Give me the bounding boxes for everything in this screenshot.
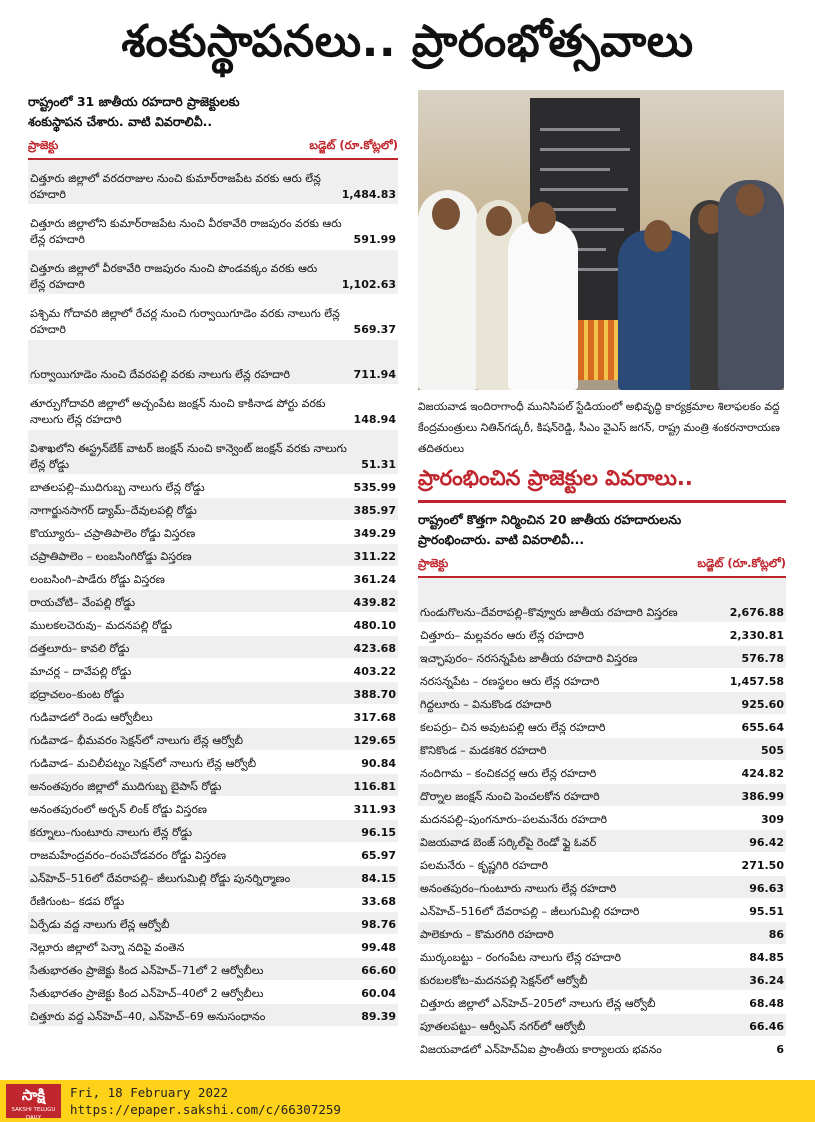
budget-value: 311.22 bbox=[353, 550, 396, 563]
budget-value: 98.76 bbox=[361, 918, 396, 931]
project-name: ఎన్‌హెచ్–516లో దేవరాపల్లి – జీలుగుమిల్లి రహదారి bbox=[420, 905, 640, 918]
project-name: నరసన్నపేట – రణస్థలం ఆరు లేన్ల రహదారి bbox=[420, 675, 600, 688]
budget-value: 116.81 bbox=[353, 780, 396, 793]
table-row bbox=[28, 705, 398, 728]
project-name: రేణిగుంట– కడప రోడ్డు bbox=[30, 895, 125, 908]
budget-value: 361.24 bbox=[353, 573, 396, 586]
left-table-header bbox=[28, 136, 398, 160]
table-row bbox=[418, 761, 786, 784]
project-name: ముర్కంబట్టు – రంగంపేట నాలుగు లేన్ల రహదారి bbox=[420, 951, 622, 964]
budget-value: 655.64 bbox=[741, 721, 784, 734]
budget-value: 711.94 bbox=[353, 368, 396, 381]
budget-value: 271.50 bbox=[741, 859, 784, 872]
budget-value: 33.68 bbox=[361, 895, 396, 908]
budget-value: 1,457.58 bbox=[729, 675, 784, 688]
budget-value: 96.42 bbox=[749, 836, 784, 849]
project-name: గుడివాడ– భీమవరం సెక్షన్‌లో నాలుగు లేన్ల ఆర్వోబీ bbox=[30, 734, 243, 747]
project-name: ఇచ్ఛాపురం– నరసన్నపేట జాతీయ రహదారి విస్తరణ bbox=[420, 652, 638, 665]
budget-value: 65.97 bbox=[361, 849, 396, 862]
budget-value: 505 bbox=[761, 744, 784, 757]
table-row bbox=[418, 945, 786, 968]
table-row bbox=[28, 958, 398, 981]
project-name: చిత్తూరు జిల్లాలో వీరకావేరి రాజపురం నుంచి పొండవక్కం వరకు ఆరు లేన్ల రహదారి bbox=[30, 262, 318, 291]
table-row bbox=[28, 295, 398, 340]
project-name: అనంతపురంలో అర్బన్ లింక్ రోడ్డు విస్తరణ bbox=[30, 803, 207, 816]
table-row bbox=[28, 866, 398, 889]
table-row bbox=[28, 205, 398, 250]
budget-value: 99.48 bbox=[361, 941, 396, 954]
project-name: గుడివాడలో రెండు ఆర్వోబీలు bbox=[30, 711, 153, 724]
footer-url[interactable]: https://epaper.sakshi.com/c/66307259 bbox=[70, 1102, 341, 1117]
budget-value: 6 bbox=[776, 1043, 784, 1056]
table-row bbox=[418, 1037, 786, 1060]
budget-value: 84.85 bbox=[749, 951, 784, 964]
budget-value: 96.63 bbox=[749, 882, 784, 895]
table-row bbox=[418, 853, 786, 876]
table-row bbox=[418, 692, 786, 715]
project-name: భద్రాచలం–కుంట రోడ్డు bbox=[30, 688, 125, 701]
table-row bbox=[28, 475, 398, 498]
project-name: ములకలచెరువు– మదనపల్లి రోడ్డు bbox=[30, 619, 173, 632]
project-name: పూతలపట్టు– ఆర్వీఎస్ నగర్‌లో ఆర్వోబీ bbox=[420, 1020, 586, 1033]
project-name: గుడివాడ– మచిలీపట్నం సెక్షన్‌లో నాలుగు లేన్ల ఆర్వోబీ bbox=[30, 757, 257, 770]
project-name: మాచర్ల – దావేపల్లి రోడ్డు bbox=[30, 665, 132, 678]
budget-value: 84.15 bbox=[361, 872, 396, 885]
project-name: చిత్తూరు జిల్లాలో ఎన్‌హెచ్–205లో నాలుగు లేన్ల ఆర్వోబీ bbox=[420, 997, 656, 1010]
project-name: చిత్తూరు వద్ద ఎన్‌హెచ్–40, ఎన్‌హెచ్–69 అనుసంధానం bbox=[30, 1010, 266, 1023]
table-row bbox=[28, 774, 398, 797]
budget-value: 311.93 bbox=[353, 803, 396, 816]
project-name: కొయ్యూరు– చప్రాతిపాలెం రోడ్డు విస్తరణ bbox=[30, 527, 196, 540]
budget-value: 2,676.88 bbox=[729, 606, 784, 619]
left-column bbox=[28, 92, 398, 1027]
budget-value: 96.15 bbox=[361, 826, 396, 839]
table-row bbox=[418, 1014, 786, 1037]
project-name: దత్తలూరు– కావలి రోడ్డు bbox=[30, 642, 130, 655]
budget-value: 423.68 bbox=[353, 642, 396, 655]
budget-value: 576.78 bbox=[741, 652, 784, 665]
budget-value: 86 bbox=[768, 928, 784, 941]
budget-value: 66.60 bbox=[361, 964, 396, 977]
project-name: చిత్తూరు జిల్లాలోని కుమార్‌రాజపేట నుంచి వీరకావేరి రాజపురం వరకు ఆరు లేన్ల రహదారి bbox=[30, 217, 342, 246]
project-name: విశాఖలోని ఈస్ట్రన్‌బేక్ వాటర్ జంక్షన్ నుంచి కాన్వెంట్ జంక్షన్ వరకు నాలుగు లేన్ల రోడ్డు bbox=[30, 442, 347, 471]
right-column bbox=[418, 510, 786, 1060]
budget-value: 317.68 bbox=[353, 711, 396, 724]
budget-value: 569.37 bbox=[353, 323, 396, 336]
table-row bbox=[418, 899, 786, 922]
project-name: సేతుభారతం ప్రాజెక్టు కింద ఎన్‌హెచ్–40లో 2 ఆర్వోబీలు bbox=[30, 987, 264, 1000]
project-name: కర్నూలు–గుంటూరు నాలుగు లేన్ల రోడ్డు bbox=[30, 826, 193, 839]
project-name: విజయవాడలో ఎన్‌హెచ్ఏఐ ప్రాంతీయ కార్యాలయ భవనం bbox=[420, 1043, 662, 1056]
budget-value: 1,102.63 bbox=[341, 278, 396, 291]
project-name: లంబసింగి–పాడేరు రోడ్డు విస్తరణ bbox=[30, 573, 165, 586]
table-row bbox=[28, 521, 398, 544]
right-intro-line1: రాష్ట్రంలో కొత్తగా నిర్మించిన 20 జాతీయ రహదారులను bbox=[418, 512, 682, 527]
budget-value: 480.10 bbox=[353, 619, 396, 632]
project-name: నెల్లూరు జిల్లాలో పెన్నా నదిపై వంతెన bbox=[30, 941, 185, 954]
table-row bbox=[418, 784, 786, 807]
project-name: చప్రాతిపాలెం – లంబసింగిరోడ్డు విస్తరణ bbox=[30, 550, 192, 563]
table-row bbox=[418, 876, 786, 899]
footer-bar bbox=[0, 1080, 815, 1122]
budget-value: 388.70 bbox=[353, 688, 396, 701]
table-row bbox=[28, 567, 398, 590]
table-row bbox=[418, 807, 786, 830]
project-name: గుండుగొలను–దేవరాపల్లి–కొవ్వూరు జాతీయ రహదారి విస్తరణ bbox=[420, 606, 678, 619]
table-row bbox=[28, 250, 398, 295]
table-row bbox=[418, 623, 786, 646]
table-row bbox=[418, 669, 786, 692]
table-row bbox=[28, 820, 398, 843]
table-row bbox=[28, 613, 398, 636]
right-intro bbox=[418, 510, 786, 550]
table-row bbox=[28, 751, 398, 774]
table-row bbox=[28, 682, 398, 705]
table-row bbox=[28, 430, 398, 475]
budget-value: 403.22 bbox=[353, 665, 396, 678]
project-name: నందిగామ – కంచికచర్ల ఆరు లేన్ల రహదారి bbox=[420, 767, 597, 780]
project-name: చిత్తూరు– మల్లవరం ఆరు లేన్ల రహదారి bbox=[420, 629, 584, 642]
project-name: తూర్పుగోదావరి జిల్లాలో అచ్చంపేట జంక్షన్ నుంచి కాకినాడ పోర్టు వరకు నాలుగు లేన్ల రహదారి bbox=[30, 397, 326, 426]
project-name: రాజమహేంద్రవరం–రంపచోడవరం రోడ్డు విస్తరణ bbox=[30, 849, 227, 862]
table-row bbox=[28, 659, 398, 682]
project-name: విజయవాడ బెంజ్ సర్కిల్‌పై రెండో ఫ్లై ఓవర్ bbox=[420, 836, 597, 849]
table-row bbox=[28, 728, 398, 751]
left-intro-line1: రాష్ట్రంలో 31 జాతీయ రహదారి ప్రాజెక్టులకు bbox=[28, 94, 240, 109]
headline: శంకుస్థాపనలు.. ప్రారంభోత్సవాలు bbox=[121, 16, 694, 67]
left-intro bbox=[28, 92, 398, 132]
right-table-header bbox=[418, 554, 786, 578]
table-row bbox=[418, 922, 786, 945]
table-row bbox=[28, 636, 398, 659]
table-row bbox=[28, 340, 398, 385]
left-col-budget: బడ్జెట్ (రూ.కోట్లలో) bbox=[309, 138, 398, 152]
budget-value: 925.60 bbox=[741, 698, 784, 711]
right-col-budget: బడ్జెట్ (రూ.కోట్లలో) bbox=[697, 556, 786, 570]
table-row bbox=[28, 385, 398, 430]
budget-value: 66.46 bbox=[749, 1020, 784, 1033]
table-row bbox=[28, 1004, 398, 1027]
table-row bbox=[28, 544, 398, 567]
project-name: గిద్దలూరు – వినుకొండ రహదారి bbox=[420, 698, 552, 711]
table-row bbox=[418, 991, 786, 1014]
table-row bbox=[418, 830, 786, 853]
table-row bbox=[418, 715, 786, 738]
table-row bbox=[28, 843, 398, 866]
budget-value: 439.82 bbox=[353, 596, 396, 609]
project-name: నాగార్జునసాగర్ డ్యామ్–దేవులపల్లి రోడ్డు bbox=[30, 504, 197, 517]
budget-value: 535.99 bbox=[353, 481, 396, 494]
table-row bbox=[28, 498, 398, 521]
budget-value: 591.99 bbox=[353, 233, 396, 246]
budget-value: 386.99 bbox=[741, 790, 784, 803]
footer-date: Fri, 18 February 2022 bbox=[70, 1085, 229, 1100]
project-name: ఎన్‌హెచ్–516లో దేవరాపల్లి– జీలుగుమిల్లి రోడ్డు పునర్నిర్మాణం bbox=[30, 872, 291, 885]
logo-subtext: SAKSHI TELUGU DAILY bbox=[11, 1107, 56, 1121]
project-name: ఏర్పేడు వద్ద నాలుగు లేన్ల ఆర్వోబీ bbox=[30, 918, 170, 931]
table-row bbox=[28, 912, 398, 935]
left-intro-line2: శంకుస్థాపన చేశారు. వాటి వివరాలివీ.. bbox=[28, 114, 213, 129]
project-name: పలమనేరు – కృష్ణగిరి రహదారి bbox=[420, 859, 549, 872]
project-name: కొనికొండ – మడకశిర రహదారి bbox=[420, 744, 547, 757]
right-table bbox=[418, 578, 786, 1060]
sakshi-logo bbox=[6, 1084, 61, 1121]
table-row bbox=[28, 797, 398, 820]
budget-value: 385.97 bbox=[353, 504, 396, 517]
right-intro-line2: ప్రారంభించారు. వాటి వివరాలివీ... bbox=[418, 532, 585, 547]
budget-value: 95.51 bbox=[749, 905, 784, 918]
right-section-title: ప్రారంభించిన ప్రాజెక్టుల వివరాలు.. bbox=[418, 466, 786, 503]
project-name: పశ్చిమ గోదావరి జిల్లాలో రేచర్ల నుంచి గుర్వాయిగూడెం వరకు నాలుగు లేన్ల రహదారి bbox=[30, 307, 340, 336]
budget-value: 424.82 bbox=[741, 767, 784, 780]
budget-value: 51.31 bbox=[361, 458, 396, 471]
photo-caption: విజయవాడ ఇందిరాగాంధీ మునిసిపల్ స్టేడియంలో అభివృద్ధి కార్యక్రమాల శిలాఫలకం వద్ద కేంద్రమంత్రులు నితిన్‌గడ్కరీ, కిషన్‌రెడ్డి, సీఎం వైఎస్ జగన్, రాష్ట్ర మంత్రి శంకరనారాయణ తదితరులు bbox=[418, 400, 780, 455]
left-table bbox=[28, 160, 398, 1027]
budget-value: 129.65 bbox=[353, 734, 396, 747]
event-photo bbox=[418, 90, 784, 390]
budget-value: 36.24 bbox=[749, 974, 784, 987]
project-name: కలపర్రు– చిన అవుటపల్లి ఆరు లేన్ల రహదారి bbox=[420, 721, 606, 734]
project-name: అనంతపురం–గుంటూరు నాలుగు లేన్ల రహదారి bbox=[420, 882, 617, 895]
table-row bbox=[418, 646, 786, 669]
budget-value: 1,484.83 bbox=[341, 188, 396, 201]
project-name: దొర్నాల జంక్షన్ నుంచి పెంచలకోన రహదారి bbox=[420, 790, 600, 803]
project-name: రాయచోటి– వేంపల్లి రోడ్డు bbox=[30, 596, 136, 609]
table-row bbox=[28, 889, 398, 912]
left-col-project: ప్రాజెక్టు bbox=[28, 138, 59, 152]
footer-info bbox=[70, 1084, 341, 1118]
project-name: గుర్వాయిగూడెం నుంచి దేవరపల్లి వరకు నాలుగు లేన్ల రహదారి bbox=[30, 368, 291, 381]
project-name: సేతుభారతం ప్రాజెక్టు కింద ఎన్‌హెచ్–71లో 2 ఆర్వోబీలు bbox=[30, 964, 264, 977]
project-name: అనంతపురం జిల్లాలో ముదిగుబ్బ బైపాస్ రోడ్డు bbox=[30, 780, 222, 793]
project-name: బాతలపల్లి–ముదిగుబ్బ నాలుగు లేన్ల రోడ్డు bbox=[30, 481, 205, 494]
table-row bbox=[418, 968, 786, 991]
right-col-project: ప్రాజెక్టు bbox=[418, 556, 449, 570]
table-row bbox=[28, 590, 398, 613]
budget-value: 89.39 bbox=[361, 1010, 396, 1023]
budget-value: 349.29 bbox=[353, 527, 396, 540]
budget-value: 2,330.81 bbox=[729, 629, 784, 642]
budget-value: 309 bbox=[761, 813, 784, 826]
budget-value: 148.94 bbox=[353, 413, 396, 426]
project-name: చిత్తూరు జిల్లాలో వరదరాజుల నుంచి కుమార్‌రాజపేట వరకు ఆరు లేన్ల రహదారి bbox=[30, 172, 321, 201]
table-row bbox=[28, 981, 398, 1004]
table-row bbox=[418, 738, 786, 761]
budget-value: 90.84 bbox=[361, 757, 396, 770]
budget-value: 68.48 bbox=[749, 997, 784, 1010]
table-row bbox=[28, 160, 398, 205]
budget-value: 60.04 bbox=[361, 987, 396, 1000]
project-name: పాలెకూరు – కొమరగిరి రహదారి bbox=[420, 928, 554, 941]
table-row bbox=[418, 578, 786, 623]
project-name: కురబలకోట–మదనపల్లి సెక్షన్‌లో ఆర్వోబీ bbox=[420, 974, 588, 987]
project-name: మదనపల్లి–పుంగనూరు–పలమనేరు రహదారి bbox=[420, 813, 608, 826]
table-row bbox=[28, 935, 398, 958]
logo-text: సాక్షి bbox=[21, 1086, 46, 1104]
